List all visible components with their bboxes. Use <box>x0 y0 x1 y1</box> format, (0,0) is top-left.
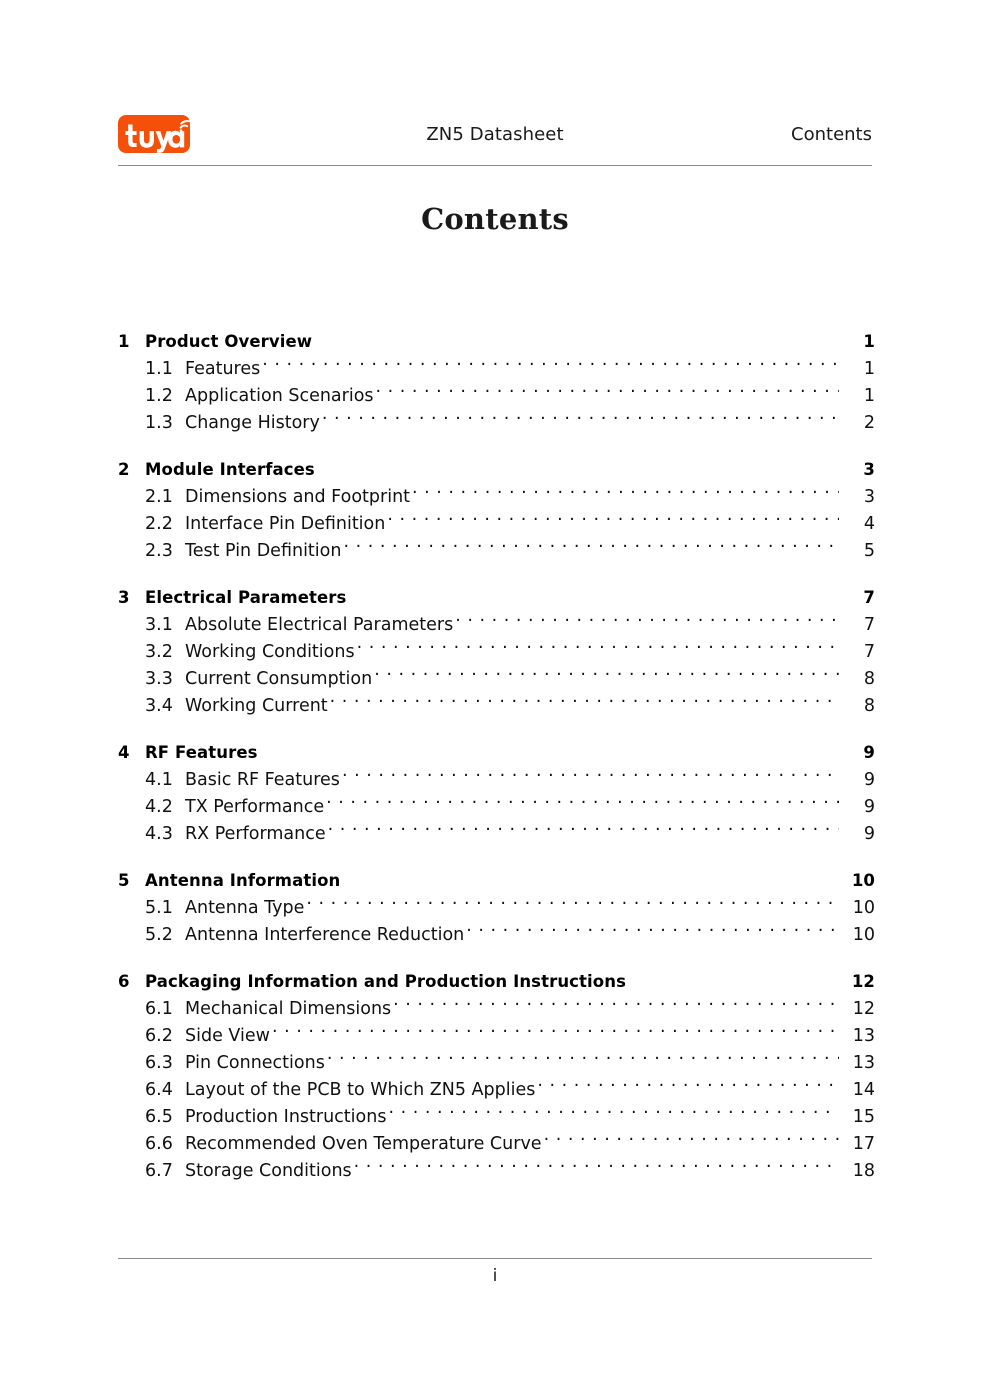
toc-dot-leader <box>327 1051 839 1069</box>
toc-group <box>118 866 875 949</box>
toc-entry-label: TX Performance <box>185 797 325 817</box>
toc-entry-number: 6.5 <box>145 1107 173 1127</box>
toc-entry-label: Module Interfaces <box>145 460 315 479</box>
toc-entry-label: Test Pin Definition <box>185 541 342 561</box>
toc-entry-number: 2.2 <box>145 514 173 534</box>
toc-entry-label: Features <box>185 359 261 379</box>
toc-entry-number: 4 <box>118 743 130 762</box>
toc-entry-number: 6.7 <box>145 1161 173 1181</box>
toc-page-number: 3 <box>863 487 875 507</box>
toc-page-number: 7 <box>863 588 875 607</box>
toc-chapter-row[interactable] <box>118 866 875 895</box>
toc-entry-number: 6.6 <box>145 1134 173 1154</box>
toc-dot-leader <box>272 1024 839 1042</box>
toc-section-row[interactable] <box>118 383 875 410</box>
toc-group <box>118 967 875 1185</box>
toc-group <box>118 738 875 848</box>
toc-section-row[interactable] <box>118 1023 875 1050</box>
toc-dot-leader <box>374 667 839 685</box>
toc-page-number: 7 <box>863 642 875 662</box>
toc-section-row[interactable] <box>118 666 875 693</box>
toc-entry-label: Antenna Interference Reduction <box>185 925 465 945</box>
toc-page-number: 8 <box>863 669 875 689</box>
toc-entry-label: Basic RF Features <box>185 770 340 790</box>
toc-entry-label: Current Consumption <box>185 669 373 689</box>
toc-section-row[interactable] <box>118 794 875 821</box>
header-section-name: Contents <box>791 124 872 145</box>
toc-section-row[interactable] <box>118 895 875 922</box>
toc-section-row[interactable] <box>118 693 875 720</box>
toc-chapter-row[interactable] <box>118 455 875 484</box>
toc-dot-leader <box>348 587 839 604</box>
toc-page-number: 1 <box>863 332 875 351</box>
toc-entry-label: Pin Connections <box>185 1053 325 1073</box>
toc-section-row[interactable] <box>118 922 875 949</box>
toc-entry-label: Mechanical Dimensions <box>185 999 392 1019</box>
toc-page-number: 13 <box>852 1053 875 1073</box>
toc-section-row[interactable] <box>118 1158 875 1185</box>
toc-group <box>118 327 875 437</box>
toc-entry-number: 6 <box>118 972 130 991</box>
toc-entry-number: 2.3 <box>145 541 173 561</box>
toc-section-row[interactable] <box>118 767 875 794</box>
toc-entry-label: Packaging Information and Production Instructions <box>145 972 626 991</box>
footer-page-number: i <box>492 1266 498 1286</box>
header-divider <box>118 165 872 166</box>
toc-entry-number: 1.3 <box>145 413 173 433</box>
toc-entry-number: 2 <box>118 460 130 479</box>
toc-dot-leader <box>544 1132 839 1150</box>
toc-entry-number: 3.3 <box>145 669 173 689</box>
toc-dot-leader <box>537 1078 839 1096</box>
toc-section-row[interactable] <box>118 538 875 565</box>
toc-entry-number: 6.4 <box>145 1080 173 1100</box>
toc-dot-leader <box>412 485 839 503</box>
toc-entry-label: Antenna Type <box>185 898 305 918</box>
table-of-contents <box>118 327 875 1185</box>
toc-dot-leader <box>628 971 839 988</box>
toc-chapter-row[interactable] <box>118 327 875 356</box>
toc-section-row[interactable] <box>118 612 875 639</box>
toc-section-row[interactable] <box>118 484 875 511</box>
toc-dot-leader <box>357 640 839 658</box>
toc-dot-leader <box>328 822 839 840</box>
toc-page-number: 9 <box>863 770 875 790</box>
toc-entry-number: 6.3 <box>145 1053 173 1073</box>
toc-dot-leader <box>326 795 839 813</box>
toc-dot-leader <box>455 613 839 631</box>
toc-entry-label: Application Scenarios <box>185 386 374 406</box>
toc-page-number: 9 <box>863 824 875 844</box>
toc-entry-label: Working Conditions <box>185 642 355 662</box>
toc-dot-leader <box>260 742 839 759</box>
toc-dot-leader <box>317 459 839 476</box>
toc-dot-leader <box>342 768 839 786</box>
footer-divider <box>118 1258 872 1259</box>
toc-dot-leader <box>314 331 839 348</box>
toc-section-row[interactable] <box>118 356 875 383</box>
toc-page-number: 9 <box>863 797 875 817</box>
toc-page-number: 14 <box>852 1080 875 1100</box>
toc-group <box>118 583 875 720</box>
toc-dot-leader <box>387 512 839 530</box>
toc-entry-label: Change History <box>185 413 320 433</box>
toc-entry-label: Production Instructions <box>185 1107 387 1127</box>
toc-entry-label: Antenna Information <box>145 871 341 890</box>
toc-entry-number: 6.2 <box>145 1026 173 1046</box>
toc-entry-number: 5 <box>118 871 130 890</box>
toc-entry-number: 3 <box>118 588 130 607</box>
toc-entry-number: 4.1 <box>145 770 173 790</box>
toc-dot-leader <box>343 539 839 557</box>
toc-chapter-row[interactable] <box>118 967 875 996</box>
toc-section-row[interactable] <box>118 996 875 1023</box>
toc-section-row[interactable] <box>118 511 875 538</box>
toc-entry-number: 1.2 <box>145 386 173 406</box>
toc-dot-leader <box>322 411 839 429</box>
toc-page-number: 12 <box>852 999 875 1019</box>
toc-entry-label: Interface Pin Definition <box>185 514 386 534</box>
toc-entry-label: RX Performance <box>185 824 326 844</box>
toc-page-number: 5 <box>863 541 875 561</box>
page-title: Contents <box>421 202 569 236</box>
toc-page-number: 8 <box>863 696 875 716</box>
toc-section-row[interactable] <box>118 1131 875 1158</box>
toc-page-number: 17 <box>852 1134 875 1154</box>
toc-dot-leader <box>466 923 839 941</box>
toc-dot-leader <box>354 1159 839 1177</box>
toc-entry-number: 1 <box>118 332 130 351</box>
toc-entry-number: 4.3 <box>145 824 173 844</box>
header-document-title: ZN5 Datasheet <box>426 124 564 145</box>
toc-entry-label: Storage Conditions <box>185 1161 352 1181</box>
toc-dot-leader <box>388 1105 839 1123</box>
toc-page-number: 9 <box>863 743 875 762</box>
toc-group <box>118 455 875 565</box>
toc-entry-number: 6.1 <box>145 999 173 1019</box>
toc-entry-label: Electrical Parameters <box>145 588 347 607</box>
toc-dot-leader <box>330 694 839 712</box>
toc-dot-leader <box>342 870 839 887</box>
toc-entry-number: 3.4 <box>145 696 173 716</box>
toc-entry-label: Side View <box>185 1026 270 1046</box>
toc-entry-number: 2.1 <box>145 487 173 507</box>
toc-section-row[interactable] <box>118 1050 875 1077</box>
toc-page-number: 10 <box>852 925 875 945</box>
toc-entry-label: Dimensions and Footprint <box>185 487 411 507</box>
toc-page-number: 2 <box>863 413 875 433</box>
toc-section-row[interactable] <box>118 410 875 437</box>
toc-entry-number: 5.1 <box>145 898 173 918</box>
toc-page-number: 10 <box>851 871 875 890</box>
toc-entry-label: RF Features <box>145 743 258 762</box>
toc-entry-label: Layout of the PCB to Which ZN5 Applies <box>185 1080 536 1100</box>
toc-entry-number: 1.1 <box>145 359 173 379</box>
toc-dot-leader <box>376 384 839 402</box>
toc-dot-leader <box>306 896 839 914</box>
toc-chapter-row[interactable] <box>118 583 875 612</box>
toc-section-row[interactable] <box>118 821 875 848</box>
toc-page-number: 4 <box>863 514 875 534</box>
page-header <box>118 112 872 166</box>
toc-dot-leader <box>262 357 839 375</box>
toc-page-number: 10 <box>852 898 875 918</box>
toc-chapter-row[interactable] <box>118 738 875 767</box>
toc-section-row[interactable] <box>118 1077 875 1104</box>
toc-page-number: 1 <box>863 386 875 406</box>
toc-page-number: 12 <box>851 972 875 991</box>
toc-page-number: 7 <box>863 615 875 635</box>
toc-entry-label: Working Current <box>185 696 328 716</box>
toc-entry-number: 4.2 <box>145 797 173 817</box>
toc-entry-label: Recommended Oven Temperature Curve <box>185 1134 542 1154</box>
toc-page-number: 13 <box>852 1026 875 1046</box>
toc-section-row[interactable] <box>118 1104 875 1131</box>
toc-page-number: 15 <box>852 1107 875 1127</box>
toc-section-row[interactable] <box>118 639 875 666</box>
toc-entry-label: Product Overview <box>145 332 313 351</box>
toc-page-number: 1 <box>863 359 875 379</box>
toc-entry-label: Absolute Electrical Parameters <box>185 615 454 635</box>
toc-page-number: 18 <box>852 1161 875 1181</box>
toc-page-number: 3 <box>863 460 875 479</box>
toc-entry-number: 3.2 <box>145 642 173 662</box>
toc-dot-leader <box>393 997 839 1015</box>
toc-entry-number: 3.1 <box>145 615 173 635</box>
toc-entry-number: 5.2 <box>145 925 173 945</box>
